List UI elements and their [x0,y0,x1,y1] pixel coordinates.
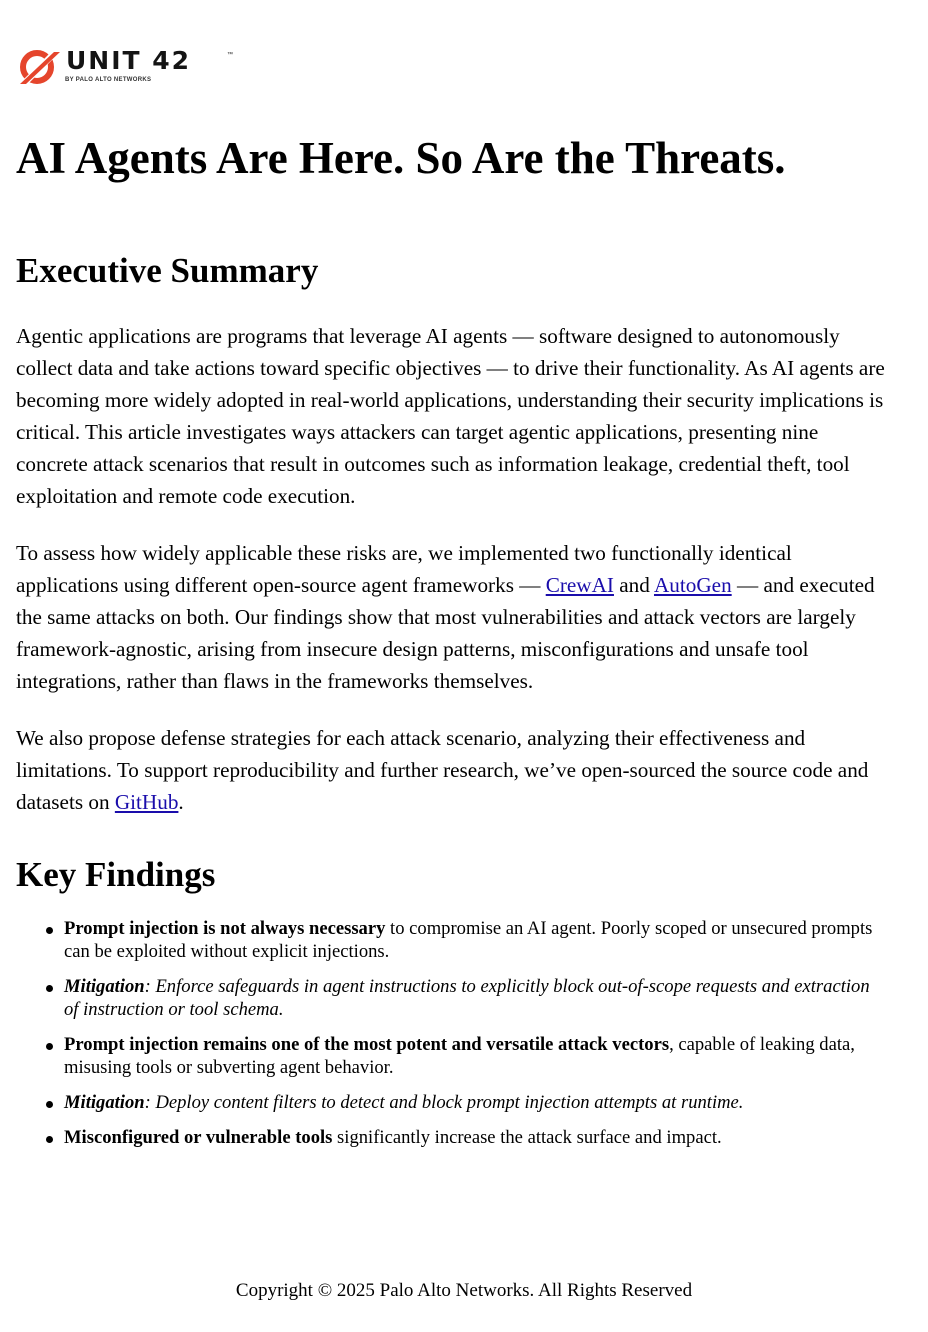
logo-byline: BY PALO ALTO NETWORKS [65,77,152,83]
text-line: exploitation and remote code execution. [16,484,356,508]
logo-trademark: ™ [227,52,233,58]
text-line [64,1126,916,1149]
text-line: We also propose defense strategies for each attack scenario, analyzing their effectiveness and [16,726,806,750]
text-line [64,998,916,1021]
list-item [16,917,916,963]
bullet-icon [46,927,53,934]
text-segment: . [178,790,184,814]
text-line [64,1091,916,1114]
text-segment: datasets on [16,790,115,814]
text-line [16,786,916,818]
text-segment: : Deploy content filters to detect and block prompt injection attempts at runtime. [144,1092,744,1113]
finding-bold-text: Prompt injection is not always necessary [64,918,386,939]
mitigation-label: Mitigation [64,976,145,997]
text-segment: significantly increase the attack surface and impact. [332,1127,722,1148]
list-item [16,975,916,1021]
text-segment: — and executed [731,573,875,597]
page-title: AI Agents Are Here. So Are the Threats. [16,133,786,183]
text-line: framework-agnostic, arising from insecure design patterns, misconfigurations and unsafe tool [16,637,809,661]
summary-paragraph-3 [16,722,916,818]
bullet-icon [46,1136,53,1143]
github-link[interactable]: GitHub [114,790,179,814]
text-line: can be exploited without explicit injections. [64,941,390,962]
text-segment: of instruction or tool schema. [64,999,284,1020]
bullet-icon [46,1043,53,1050]
bullet-icon [46,1101,53,1108]
text-segment: to compromise an AI agent. Poorly scoped or unsecured prompts [385,918,873,939]
text-line: critical. This article investigates ways attackers can target agentic applications, presenting nine [16,420,819,444]
finding-bold-text: Prompt injection remains one of the most potent and versatile attack vectors [64,1034,670,1055]
text-segment: applications using different open-source agent frameworks — [16,573,546,597]
text-line: integrations, rather than flaws in the frameworks themselves. [16,669,534,693]
copyright-footer: Copyright © 2025 Palo Alto Networks. All Rights Reserved [235,1280,693,1301]
text-line: Agentic applications are programs that leverage AI agents — software designed to autonomously [16,324,840,348]
text-line: misusing tools or subverting agent behavior. [64,1057,394,1078]
text-line: becoming more widely adopted in real-world applications, understanding their security implications is [16,388,884,412]
key-findings-heading: Key Findings [16,855,216,894]
summary-paragraph-1 [16,320,916,512]
finding-bold-text: Misconfigured or vulnerable tools [64,1127,333,1148]
logo-wordmark: UNIT 42 [66,46,192,75]
text-line [64,975,916,998]
autogen-link[interactable]: AutoGen [653,573,732,597]
text-line: collect data and take actions toward specific objectives — to drive their functionality. As AI agents are [16,356,885,380]
list-item [16,1091,916,1114]
text-segment: : Enforce safeguards in agent instructions to explicitly block out-of-scope requests and extraction [144,976,870,997]
bullet-icon [46,985,53,992]
list-item [16,1126,916,1149]
unit42-logo [16,44,246,88]
text-line: limitations. To support reproducibility and further research, we’ve open-sourced the source code and [16,758,869,782]
text-line [16,569,916,601]
text-line: concrete attack scenarios that result in outcomes such as information leakage, credential theft, tool [16,452,850,476]
summary-paragraph-2 [16,537,916,697]
mitigation-label: Mitigation [64,1092,145,1113]
text-segment: and [613,573,654,597]
key-findings-list [16,917,916,1161]
text-line [64,917,916,940]
text-line: the same attacks on both. Our findings show that most vulnerabilities and attack vectors are largely [16,605,856,629]
executive-summary-heading: Executive Summary [16,251,319,290]
list-item [16,1033,916,1079]
unit42-logo-mark-icon [16,46,64,86]
text-segment: , capable of leaking data, [669,1034,855,1055]
text-line: To assess how widely applicable these risks are, we implemented two functionally identical [16,541,792,565]
crewai-link[interactable]: CrewAI [545,573,614,597]
text-line [64,1033,916,1056]
